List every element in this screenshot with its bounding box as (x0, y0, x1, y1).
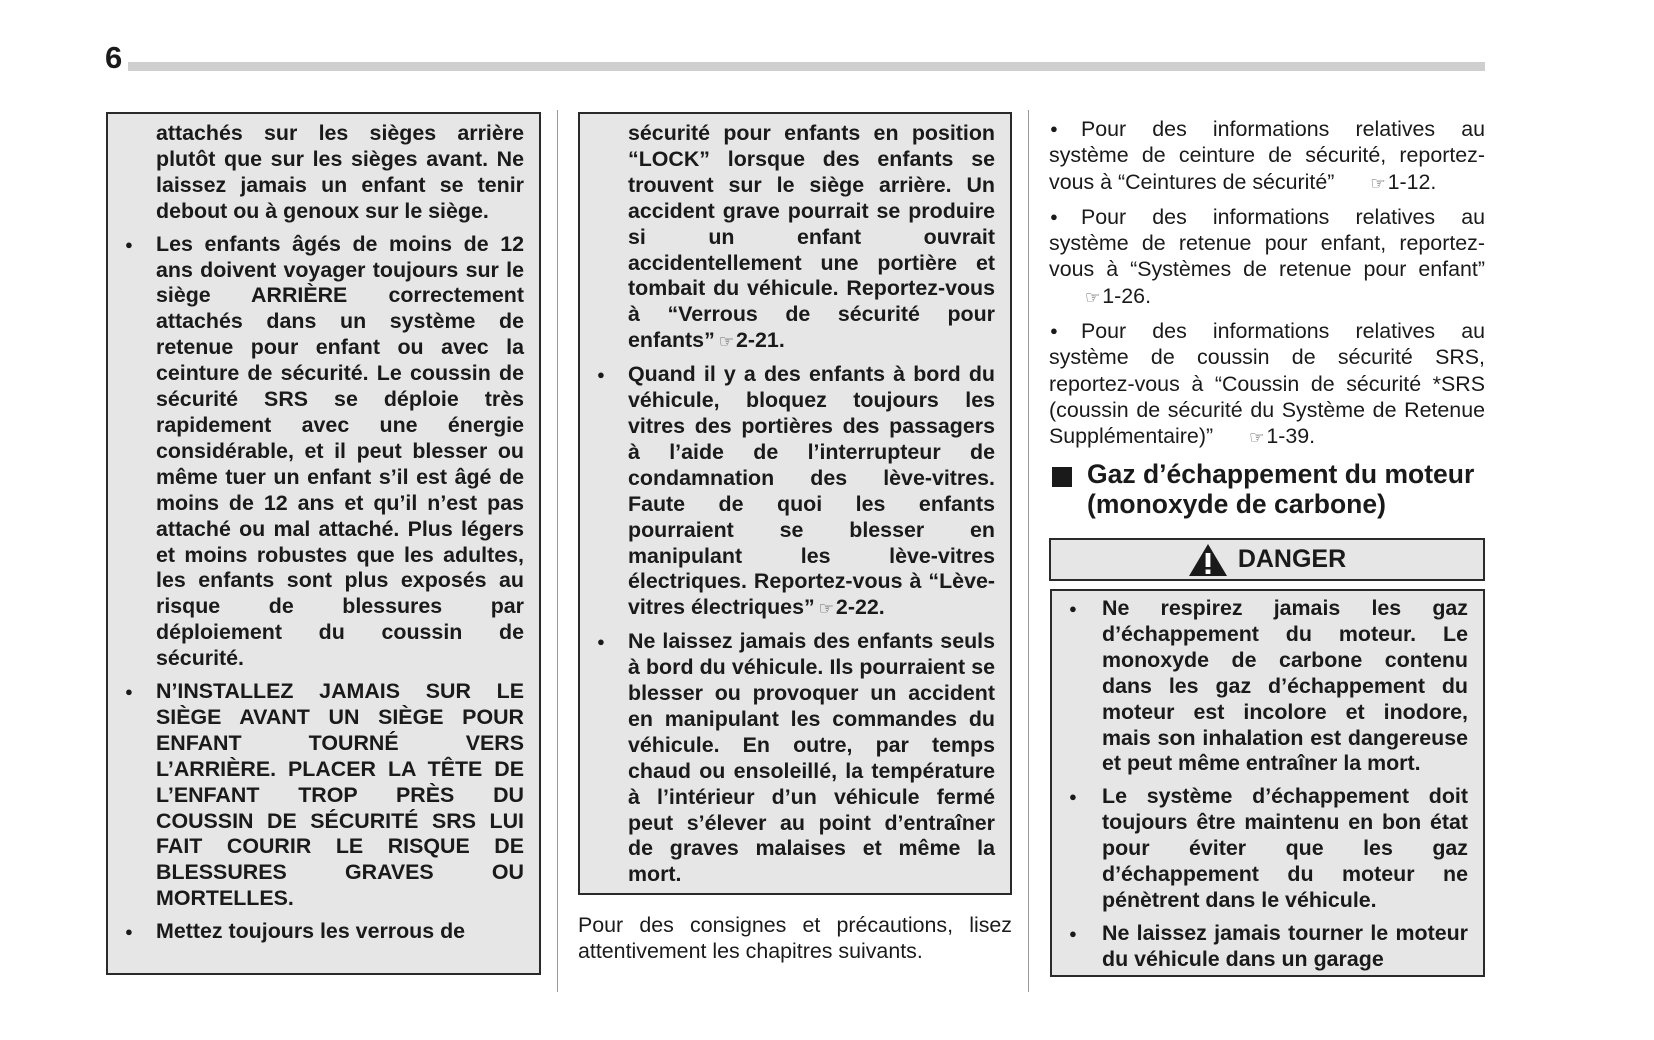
danger-bullet-breathe: ● Ne respirez jamais les gaz d’échappement du moteur. Le monoxyde de carbone contenu dans les gaz d’échappement du moteur est incolore et inodore, mais son inhalation est dangereuse et peut même entraîner la mort. (1067, 596, 1468, 777)
warning-triangle-icon (1188, 543, 1228, 577)
window-lock-text: Quand il y a des enfants à bord du véhicule, bloquez toujours les vitres des portières des passagers à l’aide de l’interrupteur de condamnation des lève-vitres. Faute de quoi les enfants pourraient se blesser en manipulant les lève-vitres électriques. Reportez-vous à “Lève-vitres électriques” (628, 362, 995, 620)
header-rule (128, 62, 1485, 71)
danger-label: DANGER (1237, 545, 1347, 573)
page-reference-icon: ☞ (718, 332, 735, 352)
child-locks-text: sécurité pour enfants en position “LOCK” lorsque des enfants se trouvent sur le siège arrière. Un accident grave pourrait se produire si un enfant ouvrait accidentellement une portière et tombait du véhicule. Reportez-vous à “Verrous de sécurité pour enfants” (628, 121, 995, 353)
danger-box-exhaust (1050, 589, 1485, 977)
page-reference-icon: ☞ (1249, 428, 1265, 448)
page-reference-icon: ☞ (1085, 287, 1101, 307)
page-reference[interactable]: 1-26. (1102, 283, 1152, 308)
warning-bullet-child-locks: ● Mettez toujours les verrous de (123, 919, 524, 945)
danger-bullet-garage: ● Ne laissez jamais tourner le moteur du véhicule dans un garage (1067, 921, 1468, 973)
warning-box-children (106, 112, 541, 975)
precautions-note: Pour des consignes et précautions, lisez attentivement les chapitres suivants. (578, 913, 1012, 964)
page-reference[interactable]: 1-12. (1387, 169, 1437, 194)
warning-continued-child-locks (595, 121, 995, 355)
warning-box-children-continued (578, 112, 1012, 895)
section-heading (1052, 460, 1482, 519)
warning-bullet-rear-facing-seat: ● N’INSTALLEZ JAMAIS SUR LE SIÈGE AVANT UN SIÈGE POUR ENFANT TOURNÉ VERS L’ARRIÈRE. PLACER LA TÊTE DE L’ENFANT TROP PRÈS DU COUSSIN DE SÉCURITÉ SRS LUI FAIT COURIR LE RISQUE DE BLESSURES GRAVES OU MORTELLES. (123, 679, 524, 912)
warning-bullet-rear-seat: ● Les enfants âgés de moins de 12 ans doivent voyager toujours sur le siège ARRIÈRE correctement attachés dans un système de retenue pour enfant ou avec la ceinture de sécurité. Le coussin de sécurité SRS se déploie très rapidement avec une énergie considérable, et il peut blesser ou même tuer un enfant s’il est âgé de moins de 12 ans et qu’il n’est pas attaché ou mal attaché. Plus légers et moins robustes que les adultes, les enfants sont plus exposés au risque de blessures par déploiement du coussin de sécurité. (123, 232, 524, 672)
page-reference[interactable]: 2-22. (835, 595, 885, 620)
column-divider (557, 110, 558, 992)
reference-item-srs-airbag (1049, 318, 1485, 451)
reference-text: Pour des informations relatives au système de retenue pour enfant, reportez-vous à “Systèmes de retenue pour enfant” (1049, 204, 1485, 282)
page-reference-icon: ☞ (1370, 173, 1386, 193)
section-marker-icon (1052, 467, 1072, 487)
page-reference-icon: ☞ (818, 599, 834, 619)
reference-item-child-restraint (1049, 204, 1485, 311)
column-divider (1028, 110, 1029, 992)
reference-text: Pour des informations relatives au système de coussin de sécurité SRS, reportez-vous à “Coussin de sécurité *SRS (coussin de sécurité du Système de Retenue Supplémentaire)” (1049, 319, 1485, 449)
reference-item-seat-belts (1049, 116, 1485, 197)
warning-bullet-unattended-children: ● Ne laissez jamais des enfants seuls à bord du véhicule. Ils pourraient se blesser ou provoquer un accident en manipulant les commandes du véhicule. En outre, par temps chaud ou ensoleillé, la température à l’intérieur d’un véhicule fermé peut s’élever au point d’entraîner de graves malaises et même la mort. (595, 629, 995, 888)
danger-bullet-exhaust-system: ● Le système d’échappement doit toujours être maintenu en bon état pour éviter que les gaz d’échappement du moteur ne pénètrent dans le véhicule. (1067, 784, 1468, 914)
reference-text: Pour des informations relatives au système de ceinture de sécurité, reportez-vous à “Ceintures de sécurité” (1049, 117, 1485, 194)
warning-bullet-window-lock (595, 362, 995, 622)
section-title: Gaz d’échappement du moteur (monoxyde de carbone) (1087, 459, 1475, 519)
page-reference[interactable]: 1-39. (1266, 424, 1316, 449)
danger-header (1049, 538, 1485, 581)
reference-list (1049, 116, 1485, 459)
page-reference[interactable]: 2-21. (736, 328, 785, 353)
page-number: 6 (105, 40, 123, 75)
warning-continued-text: attachés sur les sièges arrière plutôt que sur les sièges avant. Ne laissez jamais un enfant se tenir debout ou à genoux sur le siège. (156, 121, 524, 223)
